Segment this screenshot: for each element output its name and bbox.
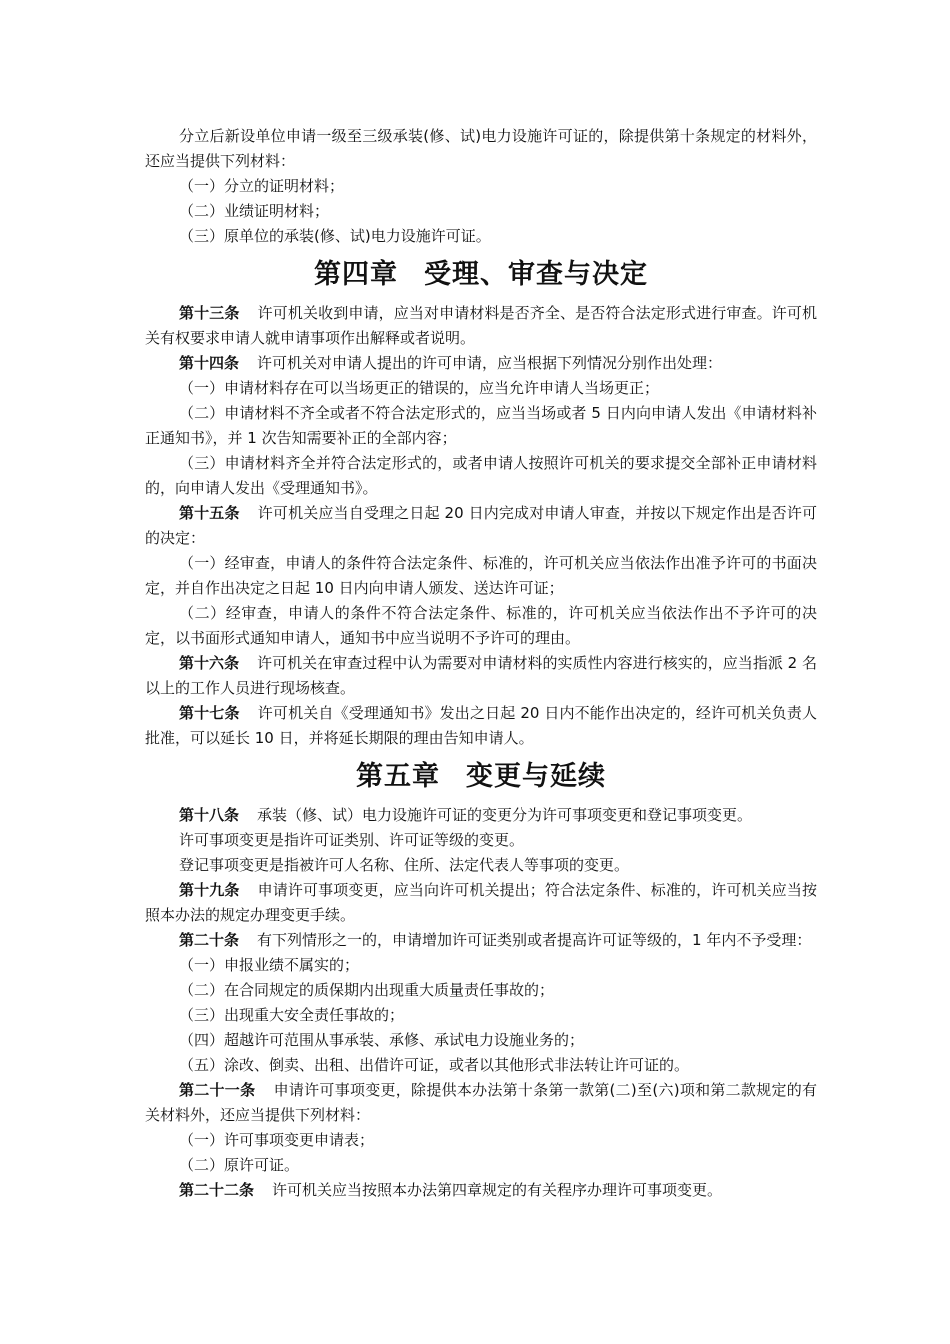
chapter-heading [145,255,817,295]
article-paragraph [145,701,817,751]
article-text: 申请许可事项变更，除提供本办法第十条第一款第(二)至(六)项和第二款规定的有关材料外，还应当提供下列材料： [145,1081,817,1124]
article-text: 申请许可事项变更，应当向许可机关提出；符合法定条件、标准的，许可机关应当按照本办法的规定办理变更手续。 [145,881,817,924]
chapter-number: 第四章 [314,259,398,290]
list-item: （一）分立的证明材料； [179,177,345,195]
list-item: （二）在合同规定的质保期内出现重大质量责任事故的； [179,981,555,999]
article-paragraph [145,1078,817,1128]
list-item: （三）原单位的承装(修、试)电力设施许可证。 [179,227,491,245]
article-label: 第十六条 [179,654,240,672]
article-label: 第二十一条 [179,1081,256,1099]
paragraph: 登记事项变更是指被许可人名称、住所、法定代表人等事项的变更。 [179,856,630,874]
article-label: 第二十二条 [179,1181,255,1199]
article-text: 许可机关应当自受理之日起 20 日内完成对申请人审查，并按以下规定作出是否许可的决定： [145,504,817,547]
article-paragraph [145,301,817,351]
list-item: （二）经审查，申请人的条件不符合法定条件、标准的，许可机关应当依法作出不予许可的决定，以书面形式通知申请人，通知书中应当说明不予许可的理由。 [145,604,817,647]
list-item: （二）申请材料不齐全或者不符合法定形式的，应当当场或者 5 日内向申请人发出《申请材料补正通知书》，并 1 次告知需要补正的全部内容； [145,404,817,447]
article-paragraph [145,878,817,928]
article-text: 有下列情形之一的，申请增加许可证类别或者提高许可证等级的，1 年内不予受理： [257,931,812,949]
article-paragraph [145,351,817,376]
list-item: （一）申报业绩不属实的； [179,956,360,974]
article-paragraph [145,803,817,828]
chapter-title: 受理、审查与决定 [424,259,648,290]
article-paragraph [145,501,817,551]
list-item: （二）业绩证明材料； [179,202,330,220]
article-paragraph [145,928,817,953]
article-text: 许可机关自《受理通知书》发出之日起 20 日内不能作出决定的，经许可机关负责人批准，可以延长 10 日，并将延长期限的理由告知申请人。 [145,704,817,747]
chapter-number: 第五章 [356,761,440,792]
article-text: 许可机关应当按照本办法第四章规定的有关程序办理许可事项变更。 [272,1181,723,1199]
list-item: （三）申请材料齐全并符合法定形式的，或者申请人按照许可机关的要求提交全部补正申请材料的，向申请人发出《受理通知书》。 [145,454,817,497]
article-paragraph [145,651,817,701]
article-label: 第十九条 [179,881,240,899]
article-paragraph [145,1178,817,1203]
list-item: （五）涂改、倒卖、出租、出借许可证，或者以其他形式非法转让许可证的。 [179,1056,690,1074]
paragraph: 分立后新设单位申请一级至三级承装(修、试)电力设施许可证的，除提供第十条规定的材料外，还应当提供下列材料： [145,127,817,170]
list-item: （一）申请材料存在可以当场更正的错误的，应当允许申请人当场更正； [179,379,660,397]
article-label: 第十三条 [179,304,240,322]
document-page [145,124,817,1203]
article-text: 许可机关在审查过程中认为需要对申请材料的实质性内容进行核实的，应当指派 2 名以上的工作人员进行现场核查。 [145,654,817,697]
article-text: 许可机关对申请人提出的许可申请，应当根据下列情况分别作出处理： [257,354,723,372]
list-item: （一）经审查，申请人的条件符合法定条件、标准的，许可机关应当依法作出准予许可的书面决定，并自作出决定之日起 10 日内向申请人颁发、送达许可证； [145,554,817,597]
paragraph: 许可事项变更是指许可证类别、许可证等级的变更。 [179,831,525,849]
list-item: （一）许可事项变更申请表； [179,1131,375,1149]
list-item: （四）超越许可范围从事承装、承修、承试电力设施业务的； [179,1031,585,1049]
article-label: 第二十条 [179,931,240,949]
article-label: 第十七条 [179,704,240,722]
article-text: 许可机关收到申请，应当对申请材料是否齐全、是否符合法定形式进行审查。许可机关有权要求申请人就申请事项作出解释或者说明。 [145,304,817,347]
list-item: （三）出现重大安全责任事故的； [179,1006,405,1024]
chapter-heading [145,757,817,797]
chapter-title: 变更与延续 [466,761,606,792]
list-item: （二）原许可证。 [179,1156,300,1174]
article-text: 承装（修、试）电力设施许可证的变更分为许可事项变更和登记事项变更。 [257,806,753,824]
article-label: 第十五条 [179,504,240,522]
article-label: 第十八条 [179,806,240,824]
article-label: 第十四条 [179,354,240,372]
